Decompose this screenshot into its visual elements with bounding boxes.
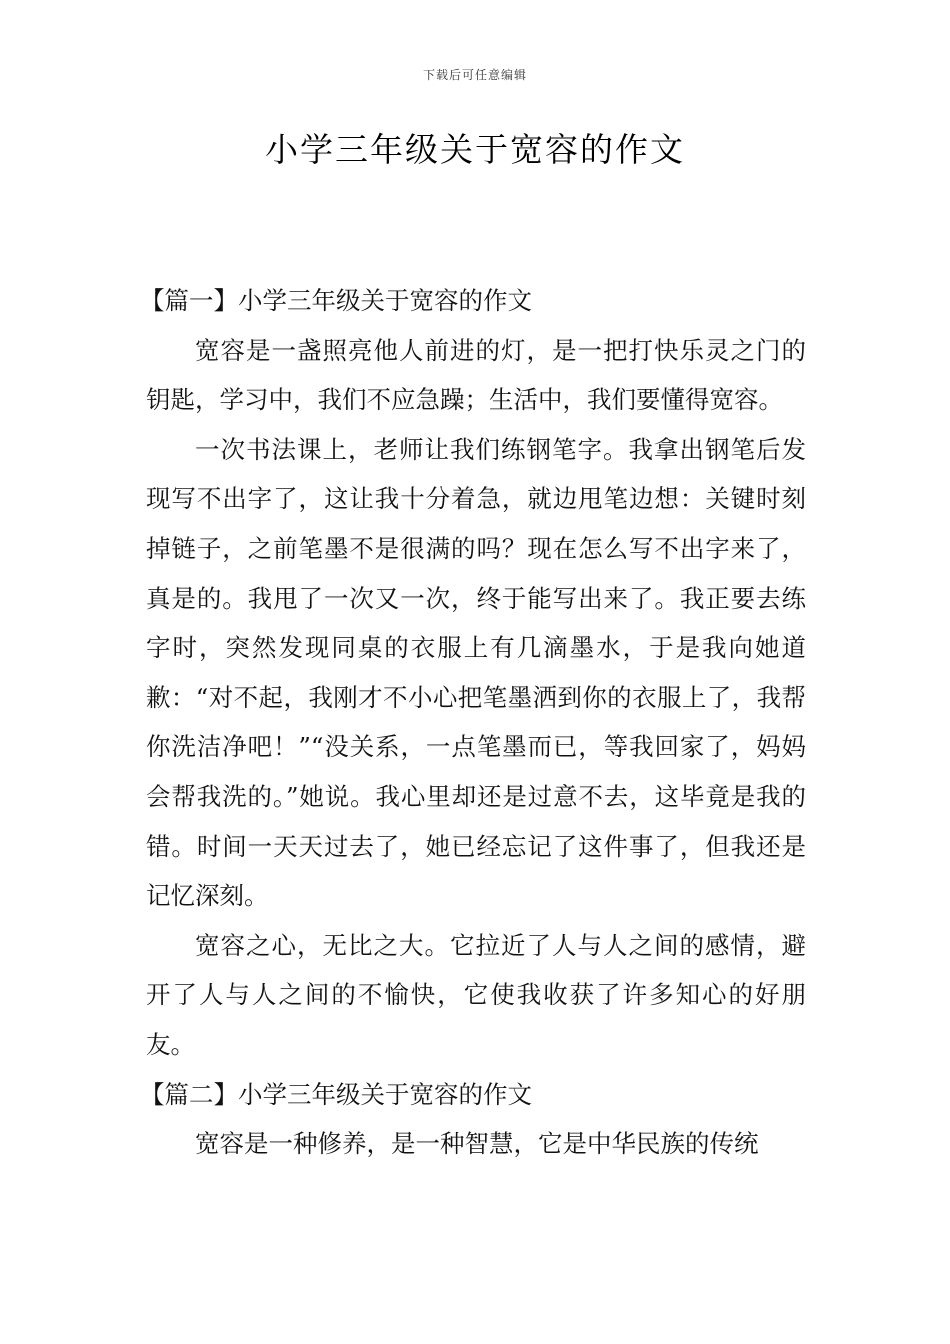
paragraph: 一次书法课上，老师让我们练钢笔字。我拿出钢笔后发现写不出字了，这让我十分着急，就边甩笔边想：关键时刻掉链子，之前笔墨不是很满的吗？现在怎么写不出字来了，真是的。我甩了一次又一次，终于能写出来了。我正要去练字时，突然发现同桌的衣服上有几滴墨水，于是我向她道歉：“对不起，我刚才不小心把笔墨洒到你的衣服上了，我帮你洗洁净吧！”“没关系，一点笔墨而已，等我回家了，妈妈会帮我洗的。”她说。我心里却还是过意不去，这毕竟是我的错。时间一天天过去了，她已经忘记了这件事了，但我还是记忆深刻。 xyxy=(146,434,806,911)
header-note: 下载后可任意编辑 xyxy=(422,68,527,82)
paragraph: 宽容是一种修养，是一种智慧，它是中华民族的传统 xyxy=(195,1129,759,1159)
section-heading-1: 【篇一】小学三年级关于宽容的作文 xyxy=(140,286,532,315)
document-body xyxy=(140,276,806,1169)
section-heading-2: 【篇二】小学三年级关于宽容的作文 xyxy=(140,1079,532,1109)
paragraph: 宽容之心，无比之大。它拉近了人与人之间的感情，避开了人与人之间的不愉快，它使我收获了许多知心的好朋友。 xyxy=(146,930,806,1059)
document-title: 小学三年级关于宽容的作文 xyxy=(265,130,685,169)
paragraph: 宽容是一盏照亮他人前进的灯，是一把打快乐灵之门的钥匙，学习中，我们不应急躁；生活中，我们要懂得宽容。 xyxy=(146,335,806,415)
